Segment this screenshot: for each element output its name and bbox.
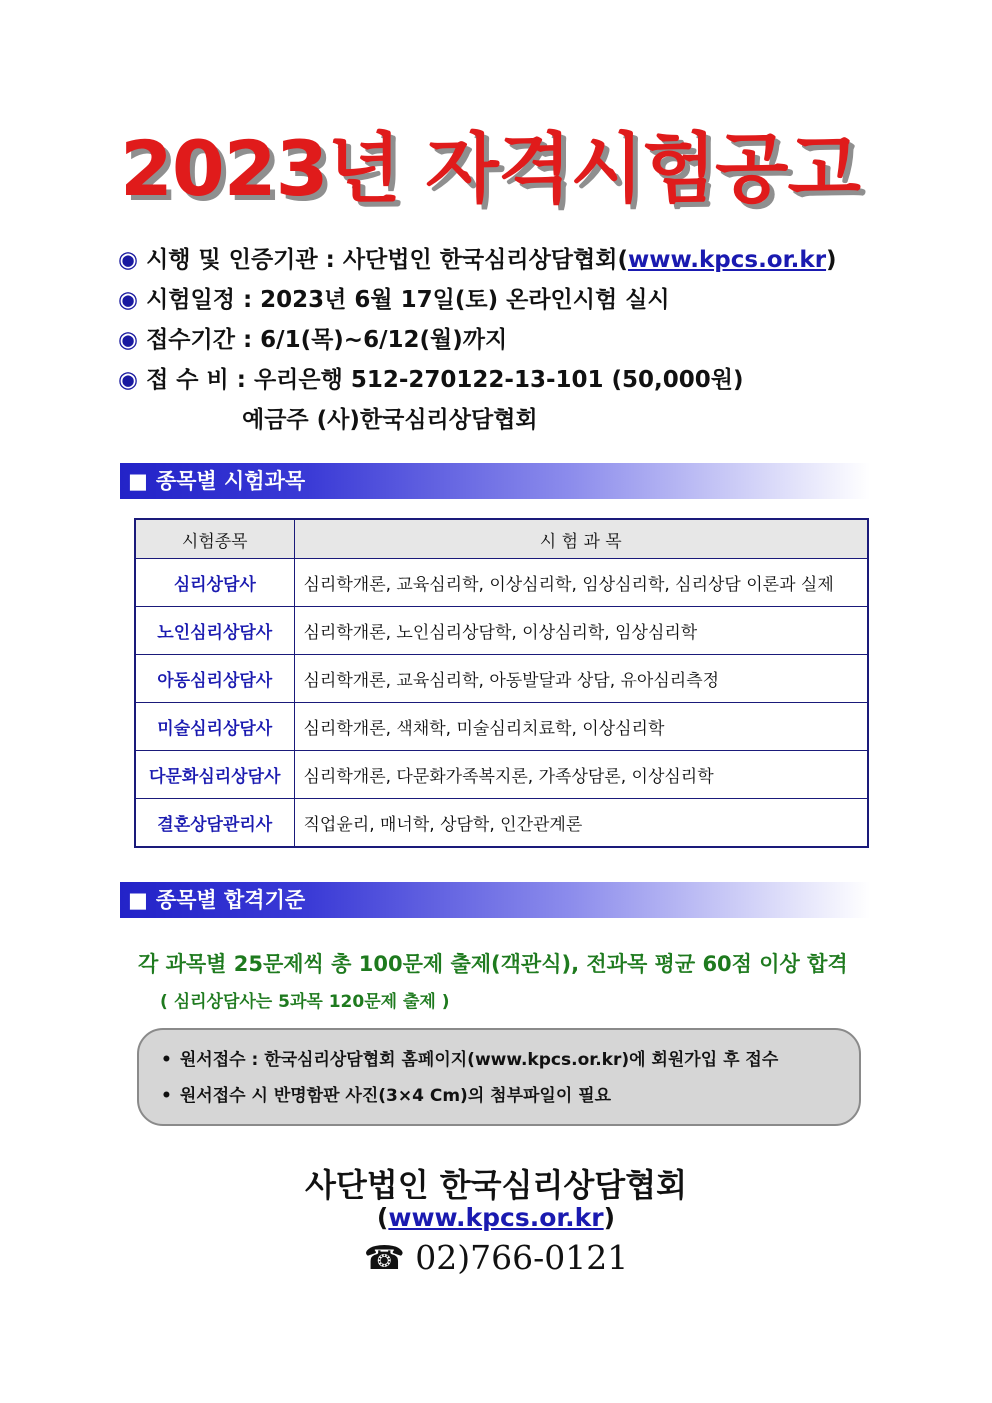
exam-subjects: 직업윤리, 매너학, 상담학, 인간관계론 xyxy=(294,799,868,848)
info-label: 시행 및 인증기관 : 사단법인 한국심리상담협회( xyxy=(146,247,628,273)
exam-subjects: 심리학개론, 교육심리학, 아동발달과 상담, 유아심리측정 xyxy=(294,655,868,703)
pass-criteria-note: ( 심리상담사는 5과목 120문제 출제 ) xyxy=(160,992,450,1012)
section-title: 종목별 합격기준 xyxy=(155,888,306,912)
footer-phone xyxy=(0,1238,992,1277)
exam-name: 심리상담사 xyxy=(135,559,294,607)
notice-text: 원서접수 : 한국심리상담협회 홈페이지(www.kpcs.or.kr)에 회원가입 후 접수 xyxy=(179,1050,779,1070)
column-header-subjects: 시 험 과 목 xyxy=(294,519,868,559)
info-row-fee xyxy=(118,360,837,400)
table-row xyxy=(135,751,868,799)
table-row xyxy=(135,655,868,703)
exam-name: 노인심리상담사 xyxy=(135,607,294,655)
section-header-subjects xyxy=(120,463,870,499)
bullet-icon: • xyxy=(161,1086,172,1106)
table-row xyxy=(135,799,868,848)
info-label: 시험일정 : 2023년 6월 17일(토) 온라인시험 실시 xyxy=(146,287,670,313)
info-list xyxy=(118,240,837,440)
exam-name: 미술심리상담사 xyxy=(135,703,294,751)
notice-item xyxy=(161,1044,859,1080)
info-row-schedule xyxy=(118,280,837,320)
table-row xyxy=(135,607,868,655)
paren-close: ) xyxy=(603,1203,616,1232)
square-icon: ■ xyxy=(128,888,148,912)
page-title: 2023년 자격시험공고 xyxy=(120,124,860,213)
section-title: 종목별 시험과목 xyxy=(155,469,306,493)
notice-text: 원서접수 시 반명함판 사진(3×4 Cm)의 첨부파일이 필요 xyxy=(179,1086,612,1106)
exam-name: 결혼상담관리사 xyxy=(135,799,294,848)
phone-number: 02)766-0121 xyxy=(415,1238,629,1277)
footer-website xyxy=(0,1203,992,1232)
phone-icon: ☎ xyxy=(363,1238,405,1277)
exam-name: 다문화심리상담사 xyxy=(135,751,294,799)
website-link[interactable]: www.kpcs.or.kr xyxy=(627,247,827,273)
info-depositor: 예금주 (사)한국심리상담협회 xyxy=(242,407,538,433)
bullet-icon: ◉ xyxy=(118,367,139,393)
square-icon: ■ xyxy=(128,469,148,493)
footer-website-link[interactable]: www.kpcs.or.kr xyxy=(388,1203,604,1232)
bullet-icon: ◉ xyxy=(118,247,139,273)
exam-name: 아동심리상담사 xyxy=(135,655,294,703)
bullet-icon: ◉ xyxy=(118,327,139,353)
exam-subjects: 심리학개론, 다문화가족복지론, 가족상담론, 이상심리학 xyxy=(294,751,868,799)
table-row xyxy=(135,703,868,751)
exam-subjects: 심리학개론, 색채학, 미술심리치료학, 이상심리학 xyxy=(294,703,868,751)
section-header-pass-criteria xyxy=(120,882,870,918)
paren-open: ( xyxy=(376,1203,389,1232)
subjects-table xyxy=(134,518,869,848)
exam-subjects: 심리학개론, 교육심리학, 이상심리학, 임상심리학, 심리상담 이론과 실제 xyxy=(294,559,868,607)
exam-subjects: 심리학개론, 노인심리상담학, 이상심리학, 임상심리학 xyxy=(294,607,868,655)
info-label: 접 수 비 : 우리은행 512-270122-13-101 (50,000원) xyxy=(146,367,744,393)
table-row xyxy=(135,559,868,607)
application-notice xyxy=(137,1028,861,1126)
column-header-exam-type: 시험종목 xyxy=(135,519,294,559)
info-row-registration-period xyxy=(118,320,837,360)
info-label: 접수기간 : 6/1(목)~6/12(월)까지 xyxy=(146,327,508,353)
notice-item xyxy=(161,1080,859,1116)
footer-organization: 사단법인 한국심리상담협회 xyxy=(304,1166,688,1204)
bullet-icon: • xyxy=(161,1050,172,1070)
info-tail: ) xyxy=(826,247,837,273)
table-header-row xyxy=(135,519,868,559)
bullet-icon: ◉ xyxy=(118,287,139,313)
pass-criteria: 각 과목별 25문제씩 총 100문제 출제(객관식), 전과목 평균 60점 이상 합격 xyxy=(138,952,848,976)
info-row-institution xyxy=(118,240,837,280)
